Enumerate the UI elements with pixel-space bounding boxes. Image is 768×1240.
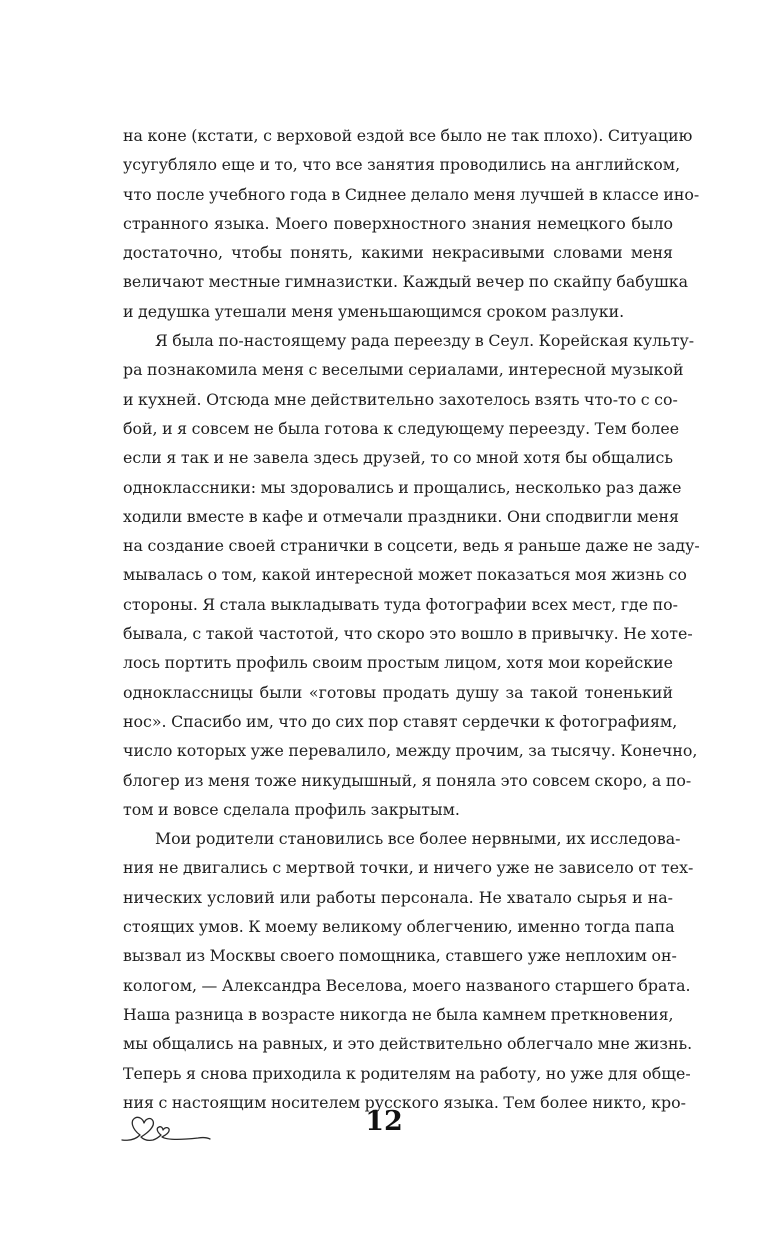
text-line: ходили вместе в кафе и отмечали праздники. Они сподвигли меня <box>123 506 680 526</box>
text-line: на создание своей странички в соцсети, ведь я раньше даже не заду- <box>123 536 700 556</box>
text-line: достаточно, чтобы понять, какими некрасивыми словами меня <box>123 243 673 263</box>
text-line: стоящих умов. К моему великому облегчению, именно тогда папа <box>123 917 675 937</box>
text-line: величают местные гимназистки. Каждый вечер по скайпу бабушка <box>123 272 689 292</box>
page-footer <box>0 1102 768 1152</box>
text-line: на коне (кстати, с верховой ездой все было не так плохо). Ситуацию <box>123 126 693 145</box>
text-line: стороны. Я стала выкладывать туда фотографии всех мест, где по- <box>123 594 678 614</box>
text-line: том и вовсе сделала профиль закрытым. <box>123 799 460 819</box>
text-line: лось портить профиль своим простым лицом, хотя мои корейские <box>123 653 673 673</box>
paragraph <box>123 326 700 824</box>
text-line: и кухней. Отсюда мне действительно захотелось взять что-то с со- <box>123 389 678 409</box>
text-line: вызвал из Москвы своего помощника, ставшего уже неплохим он- <box>123 946 677 966</box>
text-line: нических условий или работы персонала. Не хватало сырья и на- <box>123 887 673 907</box>
text-line: бой, и я совсем не была готова к следующему переезду. Тем более <box>123 418 680 438</box>
text-line: и дедушка утешали меня уменьшающимся сроком разлуки. <box>123 301 625 321</box>
page-number: 12 <box>365 1106 403 1137</box>
text-line: усугубляло еще и то, что все занятия проводились на английском, <box>123 155 681 175</box>
text-line: Я была по-настоящему рада переезду в Сеул. Корейская культу- <box>155 331 695 351</box>
text-line: блогер из меня тоже никудышный, я поняла это совсем скоро, а по- <box>123 770 692 790</box>
text-line: кологом, — Александра Веселова, моего названого старшего брата. <box>123 975 691 995</box>
text-line: если я так и не завела здесь друзей, то со мной хотя бы общались <box>123 448 673 468</box>
paragraph <box>123 824 694 1117</box>
text-line: Наша разница в возрасте никогда не была камнем преткновения, <box>123 1004 674 1024</box>
text-line: что после учебного года в Сиднее делало меня лучшей в классе ино- <box>123 184 700 204</box>
text-line: ра познакомила меня с веселыми сериалами, интересной музыкой <box>123 360 684 380</box>
text-line: Теперь я снова приходила к родителям на работу, но уже для обще- <box>123 1063 691 1083</box>
text-line: ния не двигались с мертвой точки, и ничего уже не зависело от тех- <box>123 858 694 878</box>
text-line: мы общались на равных, и это действительно облегчало мне жизнь. <box>123 1034 693 1054</box>
text-line: странного языка. Моего поверхностного знания немецкого было <box>123 213 673 233</box>
text-line: одноклассницы были «готовы продать душу за такой тоненький <box>123 682 673 702</box>
text-line: Мои родители становились все более нервными, их исследова- <box>155 829 681 849</box>
text-line: бывала, с такой частотой, что скоро это вошло в привычку. Не хоте- <box>123 624 693 644</box>
text-line: ния с настоящим носителем русского языка. Тем более никто, кро- <box>123 1092 686 1112</box>
page-body <box>123 121 700 1117</box>
text-line: одноклассники: мы здоровались и прощались, несколько раз даже <box>123 477 682 497</box>
paragraph <box>123 121 700 326</box>
text-line: число которых уже перевалило, между прочим, за тысячу. Конечно, <box>123 741 698 761</box>
text-line: мывалась о том, какой интересной может показаться моя жизнь со <box>123 565 687 585</box>
text-line: нос». Спасибо им, что до сих пор ставят сердечки к фотографиям, <box>123 711 678 731</box>
